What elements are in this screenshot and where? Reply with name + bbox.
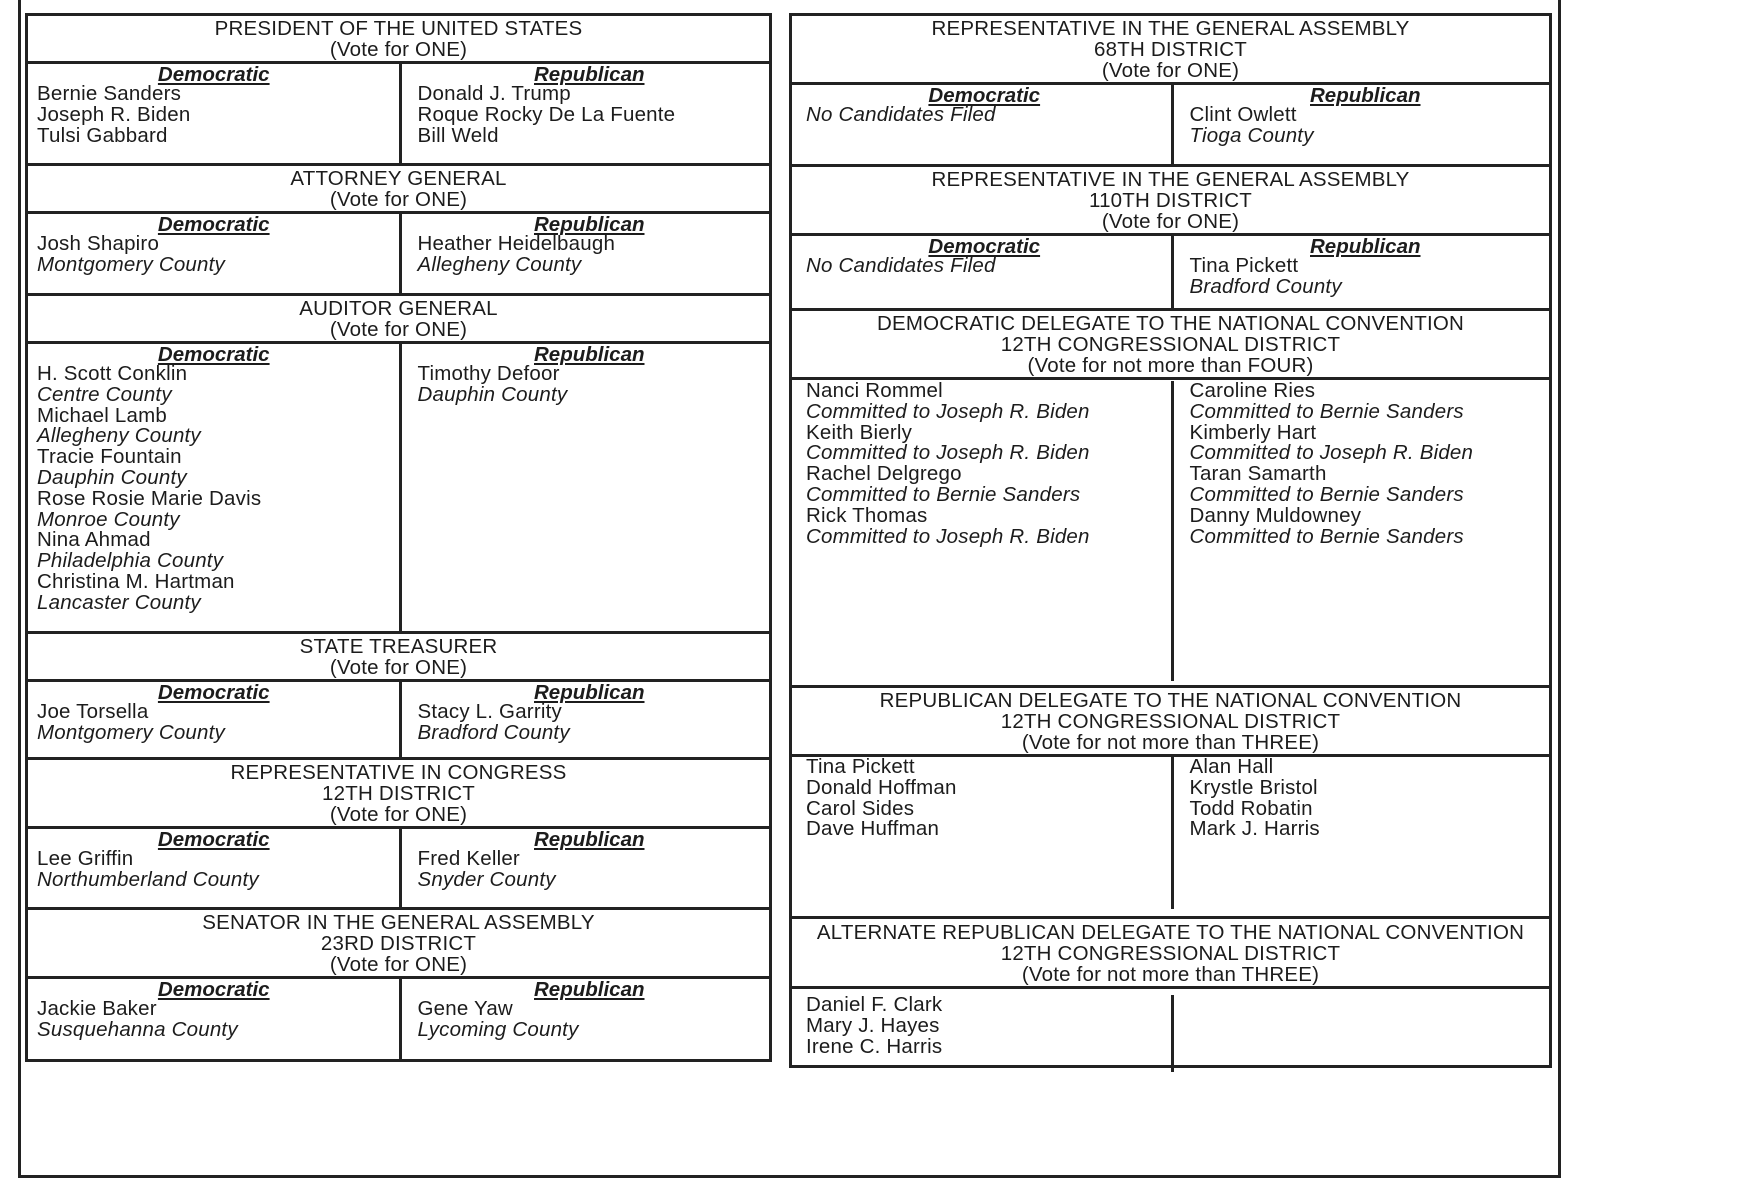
party-label-democratic: Democratic (157, 828, 270, 851)
candidate-commitment: Committed to Joseph R. Biden (806, 399, 1090, 423)
race-auditor-general (25, 293, 772, 634)
vote-instruction: (Vote for ONE) (329, 803, 468, 826)
candidate-commitment: Committed to Joseph R. Biden (806, 441, 1090, 465)
candidate-county: Bradford County (417, 720, 570, 744)
race-header (28, 296, 769, 344)
race-header (792, 167, 1549, 236)
democratic-column (28, 64, 399, 165)
no-candidates-note: No Candidates Filed (806, 254, 996, 277)
candidate-county: Allegheny County (417, 252, 582, 276)
republican-column (399, 829, 770, 909)
candidate-name[interactable]: Tina Pickett (806, 755, 915, 778)
candidate-name[interactable]: Jackie Baker (37, 997, 157, 1020)
race-title: REPUBLICAN DELEGATE TO THE NATIONAL CONVENTION (879, 689, 1462, 712)
candidate-name[interactable]: Todd Robatin (1189, 796, 1313, 820)
candidate-name[interactable]: Mark J. Harris (1189, 817, 1320, 841)
candidate-name[interactable]: H. Scott Conklin (37, 362, 188, 385)
vote-instruction: (Vote for not more than THREE) (1021, 731, 1320, 754)
party-label-republican: Republican (534, 681, 645, 704)
candidate-name[interactable]: Fred Keller (417, 847, 520, 870)
democratic-column (28, 979, 399, 1061)
candidate-county: Montgomery County (37, 720, 225, 744)
right-column (789, 13, 1552, 1068)
candidate-name[interactable]: Stacy L. Garrity (417, 700, 562, 723)
candidate-county: Allegheny County (37, 424, 201, 448)
candidate-name[interactable]: Lee Griffin (37, 847, 134, 870)
candidate-county: Montgomery County (37, 252, 225, 276)
vote-instruction: (Vote for ONE) (1101, 59, 1240, 82)
party-label-democratic: Democratic (157, 681, 270, 704)
race-header (28, 910, 769, 979)
delegate-column-right (1171, 381, 1550, 681)
candidate-county: Snyder County (417, 867, 556, 891)
candidate-name[interactable]: Timothy Defoor (417, 362, 560, 385)
race-candidates (28, 214, 769, 295)
candidate-commitment: Committed to Bernie Sanders (1189, 482, 1464, 506)
vote-instruction: (Vote for ONE) (329, 188, 468, 211)
candidate-name[interactable]: Joseph R. Biden (37, 102, 191, 126)
race-state-treasurer (25, 631, 772, 760)
race-district: 12TH DISTRICT (322, 782, 475, 805)
race-title: REPRESENTATIVE IN CONGRESS (230, 761, 567, 784)
candidate-name[interactable]: Carol Sides (806, 796, 915, 820)
party-label-republican: Republican (1310, 84, 1421, 107)
delegate-column-left (792, 995, 1171, 1072)
democratic-column (28, 829, 399, 909)
candidate-name[interactable]: Nina Ahmad (37, 528, 151, 552)
candidate-name[interactable]: Bill Weld (417, 123, 499, 147)
race-title: REPRESENTATIVE IN THE GENERAL ASSEMBLY (931, 17, 1410, 40)
vote-instruction: (Vote for ONE) (329, 656, 468, 679)
republican-column (1171, 85, 1550, 166)
candidate-commitment: Committed to Joseph R. Biden (1189, 441, 1474, 465)
party-label-republican: Republican (534, 978, 645, 1001)
candidate-name[interactable]: Krystle Bristol (1189, 775, 1318, 799)
party-label-democratic: Democratic (157, 213, 270, 236)
candidate-name[interactable]: Nanci Rommel (806, 379, 943, 402)
candidate-name[interactable]: Roque Rocky De La Fuente (417, 102, 676, 126)
candidate-name[interactable]: Rachel Delgrego (806, 462, 962, 486)
democratic-column (28, 682, 399, 759)
race-candidates (792, 236, 1549, 310)
candidate-county: Centre County (37, 382, 172, 406)
race-candidates (792, 380, 1549, 681)
vote-instruction: (Vote for ONE) (329, 318, 468, 341)
race-alternate-republican-delegate (789, 916, 1552, 1068)
candidate-commitment: Committed to Bernie Sanders (1189, 524, 1464, 548)
race-president (25, 13, 772, 166)
race-democratic-delegate (789, 308, 1552, 688)
race-attorney-general (25, 163, 772, 296)
democratic-column (28, 344, 399, 633)
vote-instruction: (Vote for not more than FOUR) (1027, 354, 1314, 377)
candidate-name[interactable]: Clint Owlett (1189, 103, 1297, 126)
candidate-commitment: Committed to Bernie Sanders (1189, 399, 1464, 423)
candidate-name[interactable]: Taran Samarth (1189, 462, 1327, 486)
party-label-democratic: Democratic (157, 63, 270, 86)
candidate-county: Bradford County (1189, 274, 1342, 298)
candidate-name[interactable]: Alan Hall (1189, 755, 1274, 778)
candidate-name[interactable]: Daniel F. Clark (806, 993, 943, 1016)
candidate-name[interactable]: Kimberly Hart (1189, 420, 1317, 444)
race-header (28, 760, 769, 829)
race-candidates (28, 682, 769, 759)
race-title: AUDITOR GENERAL (299, 297, 498, 320)
delegate-column-left (792, 757, 1171, 909)
republican-column (399, 344, 770, 633)
race-candidates (28, 979, 769, 1061)
race-title: ALTERNATE REPUBLICAN DELEGATE TO THE NATIONAL CONVENTION (816, 921, 1525, 944)
race-district: 68TH DISTRICT (1094, 38, 1247, 61)
candidate-name[interactable]: Tulsi Gabbard (37, 123, 168, 147)
race-state-rep-110th (789, 164, 1552, 311)
vote-instruction: (Vote for not more than THREE) (1021, 963, 1320, 986)
candidate-name[interactable]: Danny Muldowney (1189, 503, 1362, 527)
candidate-name[interactable]: Gene Yaw (417, 997, 513, 1020)
race-candidates (792, 989, 1549, 1072)
candidate-name[interactable]: Christina M. Hartman (37, 569, 235, 593)
democratic-column (28, 214, 399, 295)
candidate-name[interactable]: Caroline Ries (1189, 379, 1316, 402)
race-district: 12TH CONGRESSIONAL DISTRICT (1000, 333, 1341, 356)
delegate-column-right (1171, 995, 1550, 1072)
republican-column (1171, 236, 1550, 310)
republican-column (399, 214, 770, 295)
vote-instruction: (Vote for ONE) (329, 38, 468, 61)
candidate-county: Tioga County (1189, 123, 1314, 147)
candidate-name[interactable]: Donald Hoffman (806, 775, 957, 799)
candidate-county: Northumberland County (37, 867, 259, 891)
party-label-republican: Republican (534, 63, 645, 86)
candidate-name[interactable]: Rose Rosie Marie Davis (37, 486, 262, 510)
race-header (792, 688, 1549, 757)
delegate-column-right (1171, 757, 1550, 909)
race-candidates (28, 64, 769, 165)
candidate-county: Lycoming County (417, 1017, 579, 1041)
race-header (28, 166, 769, 214)
candidate-name[interactable]: Irene C. Harris (806, 1034, 943, 1058)
democratic-column (792, 236, 1171, 310)
party-label-democratic: Democratic (157, 343, 270, 366)
race-header (28, 634, 769, 682)
candidate-name[interactable]: Josh Shapiro (37, 232, 160, 255)
race-title: DEMOCRATIC DELEGATE TO THE NATIONAL CONVENTION (876, 312, 1465, 335)
race-state-senator (25, 907, 772, 1062)
candidate-name[interactable]: Tina Pickett (1189, 254, 1299, 277)
race-state-rep-68th (789, 13, 1552, 167)
party-label-republican: Republican (1310, 235, 1421, 258)
candidate-name[interactable]: Keith Bierly (806, 420, 913, 444)
candidate-county: Susquehanna County (37, 1017, 238, 1041)
candidate-name[interactable]: Michael Lamb (37, 403, 168, 427)
republican-column (399, 64, 770, 165)
race-title: PRESIDENT OF THE UNITED STATES (214, 17, 583, 40)
candidate-name[interactable]: Donald J. Trump (417, 82, 571, 105)
candidate-county: Dauphin County (37, 465, 187, 489)
race-representative-in-congress (25, 757, 772, 910)
candidate-commitment: Committed to Bernie Sanders (806, 482, 1081, 506)
party-label-republican: Republican (534, 213, 645, 236)
vote-instruction: (Vote for ONE) (1101, 210, 1240, 233)
race-header (28, 16, 769, 64)
race-title: REPRESENTATIVE IN THE GENERAL ASSEMBLY (931, 168, 1410, 191)
party-label-democratic: Democratic (928, 84, 1041, 107)
candidate-name[interactable]: Rick Thomas (806, 503, 928, 527)
party-label-republican: Republican (534, 343, 645, 366)
republican-column (399, 979, 770, 1061)
race-header (792, 919, 1549, 989)
race-title: STATE TREASURER (299, 635, 498, 658)
race-header (792, 311, 1549, 380)
candidate-name[interactable]: Mary J. Hayes (806, 1013, 940, 1037)
race-district: 23RD DISTRICT (320, 932, 477, 955)
party-label-republican: Republican (534, 828, 645, 851)
race-district: 12TH CONGRESSIONAL DISTRICT (1000, 710, 1341, 733)
candidate-name[interactable]: Bernie Sanders (37, 82, 182, 105)
candidate-commitment: Committed to Joseph R. Biden (806, 524, 1090, 548)
vote-instruction: (Vote for ONE) (329, 953, 468, 976)
no-candidates-note: No Candidates Filed (806, 103, 996, 126)
race-republican-delegate (789, 685, 1552, 919)
party-label-democratic: Democratic (928, 235, 1041, 258)
republican-column (399, 682, 770, 759)
race-candidates (28, 344, 769, 633)
candidate-county: Lancaster County (37, 590, 201, 614)
race-candidates (792, 85, 1549, 166)
candidate-name[interactable]: Tracie Fountain (37, 445, 182, 469)
race-title: SENATOR IN THE GENERAL ASSEMBLY (202, 911, 595, 934)
candidate-county: Philadelphia County (37, 549, 224, 573)
race-district: 12TH CONGRESSIONAL DISTRICT (1000, 942, 1341, 965)
party-label-democratic: Democratic (157, 978, 270, 1001)
race-header (792, 16, 1549, 85)
race-candidates (792, 757, 1549, 909)
candidate-name[interactable]: Dave Huffman (806, 817, 940, 841)
candidate-name[interactable]: Heather Heidelbaugh (417, 232, 616, 255)
left-column (25, 13, 772, 1062)
race-title: ATTORNEY GENERAL (290, 167, 507, 190)
delegate-column-left (792, 381, 1171, 681)
candidate-county: Dauphin County (417, 382, 568, 406)
race-candidates (28, 829, 769, 909)
race-district: 110TH DISTRICT (1088, 189, 1253, 212)
democratic-column (792, 85, 1171, 166)
candidate-name[interactable]: Joe Torsella (37, 700, 149, 723)
candidate-county: Monroe County (37, 507, 180, 531)
